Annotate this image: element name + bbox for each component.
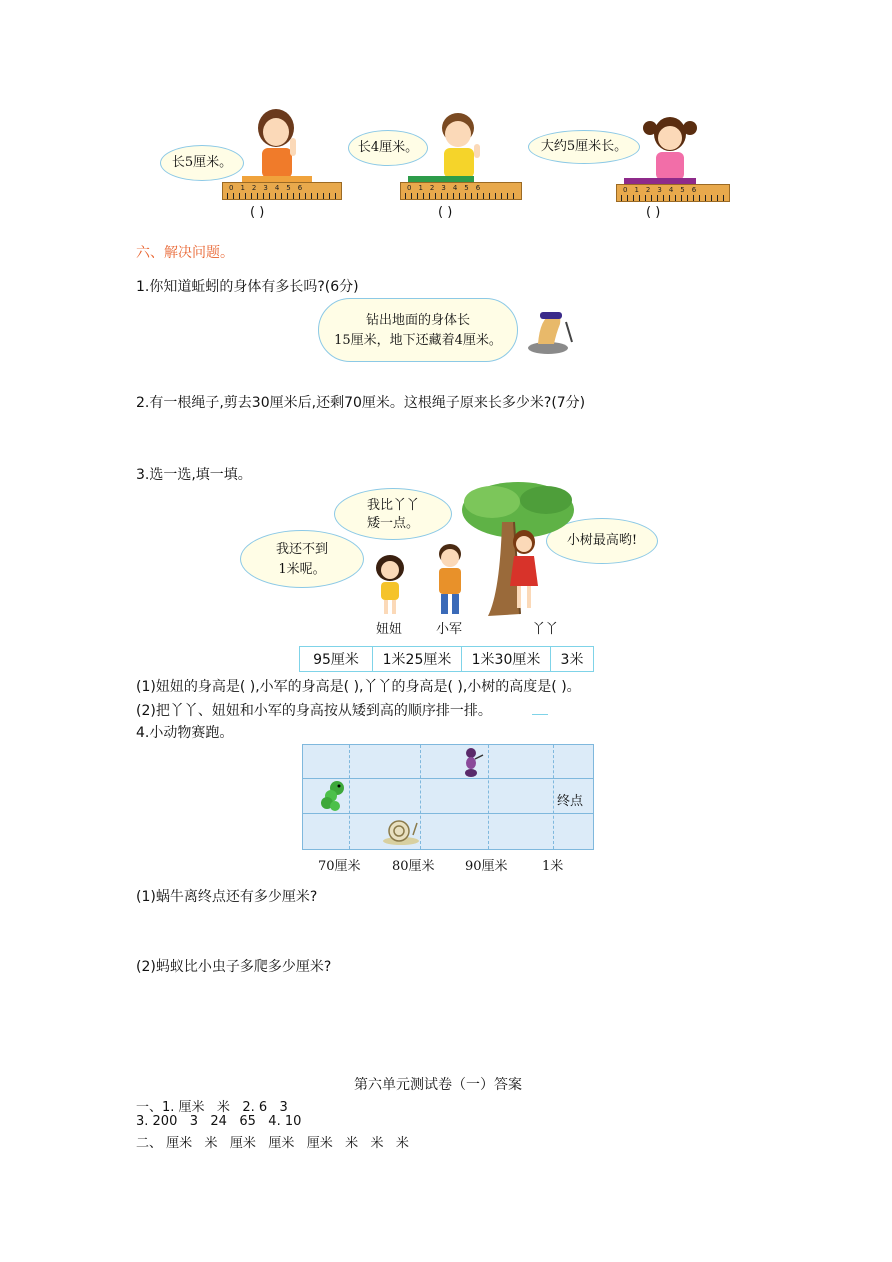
xiaojun-figure <box>430 542 470 622</box>
boy-figure <box>430 110 492 184</box>
answers-line: 一、1. 厘米 米 2. 6 3 <box>136 1100 288 1115</box>
finish-label: 终点 <box>557 794 584 809</box>
ruler-numbers: 0123456 <box>229 184 310 192</box>
speech-text: 长4厘米。 <box>357 140 419 155</box>
answer-blank-1[interactable]: ( ) <box>250 205 265 220</box>
name-label-niuniu: 妞妞 <box>376 622 403 637</box>
ruler-numbers: 0123456 <box>623 186 704 194</box>
earthworm-bubble <box>318 298 518 362</box>
question-3-sub2: (2)把丫丫、妞妞和小军的身高按从矮到高的顺序排一排。 <box>136 703 492 719</box>
bubble-line: 我比丫丫 <box>366 498 419 513</box>
answers-title: 第六单元测试卷（一）答案 <box>354 1077 522 1093</box>
question-3: 3.选一选,填一填。 <box>136 467 252 483</box>
speech-bubble <box>160 145 244 181</box>
question-4: 4.小动物赛跑。 <box>136 725 234 741</box>
answer-blank-3[interactable]: ( ) <box>646 205 661 220</box>
speech-bubble <box>348 130 428 166</box>
bubble-line: 15厘米，地下还藏着4厘米。 <box>334 333 502 348</box>
snail-icon <box>381 817 421 849</box>
bubble-line: 我还不到 <box>275 542 328 557</box>
bubble-line: 钻出地面的身体长 <box>365 313 470 328</box>
girl-figure-pigtails <box>640 112 702 186</box>
question-3-sub1[interactable]: (1)妞妞的身高是( ),小军的身高是( ),丫丫的身高是( ),小树的高度是( )。 <box>136 679 581 695</box>
x-label: 1米 <box>542 859 564 874</box>
option-cell: 1米30厘米 <box>462 647 551 672</box>
question-4-sub1: (1)蜗牛离终点还有多少厘米? <box>136 889 318 905</box>
bubble-xiaojun <box>334 488 452 540</box>
niuniu-figure <box>372 554 408 620</box>
speech-bubble <box>528 130 640 164</box>
answers-line: 3. 200 3 24 65 4. 10 <box>136 1114 302 1129</box>
question-4-sub2: (2)蚂蚁比小虫子多爬多少厘米? <box>136 959 332 975</box>
race-grid <box>302 744 594 850</box>
name-label-xiaojun: 小军 <box>436 622 463 637</box>
bubble-niuniu <box>240 530 364 588</box>
earthworm-icon <box>526 304 578 360</box>
caterpillar-icon <box>317 780 347 816</box>
x-label: 70厘米 <box>318 859 361 874</box>
ruler <box>222 182 342 200</box>
answer-underline[interactable] <box>532 714 548 715</box>
x-label: 90厘米 <box>465 859 508 874</box>
x-label: 80厘米 <box>392 859 435 874</box>
bubble-line: 1米呢。 <box>278 562 326 577</box>
bubble-line: 矮一点。 <box>366 516 419 531</box>
section-heading: 六、解决问题。 <box>136 245 234 261</box>
bubble-line: 小树最高哟! <box>566 533 638 548</box>
option-cell: 3米 <box>551 647 594 672</box>
ruler <box>400 182 522 200</box>
ruler <box>616 184 730 202</box>
speech-text: 大约5厘米长。 <box>540 139 628 154</box>
answers-line: 二、 厘米 米 厘米 厘米 厘米 米 米 米 <box>136 1136 409 1151</box>
question-2: 2.有一根绳子,剪去30厘米后,还剩70厘米。这根绳子原来长多少米?(7分) <box>136 395 586 411</box>
girl-figure <box>246 108 308 184</box>
question-1: 1.你知道蚯蚓的身体有多长吗?(6分) <box>136 279 359 295</box>
ruler-numbers: 0123456 <box>407 184 488 192</box>
speech-text: 长5厘米。 <box>171 155 233 170</box>
ant-icon <box>461 747 485 781</box>
height-options-table <box>299 646 594 672</box>
option-cell: 95厘米 <box>300 647 373 672</box>
name-label-yaya: 丫丫 <box>532 622 559 637</box>
option-cell: 1米25厘米 <box>373 647 462 672</box>
answer-blank-2[interactable]: ( ) <box>438 205 453 220</box>
yaya-figure <box>506 528 542 616</box>
